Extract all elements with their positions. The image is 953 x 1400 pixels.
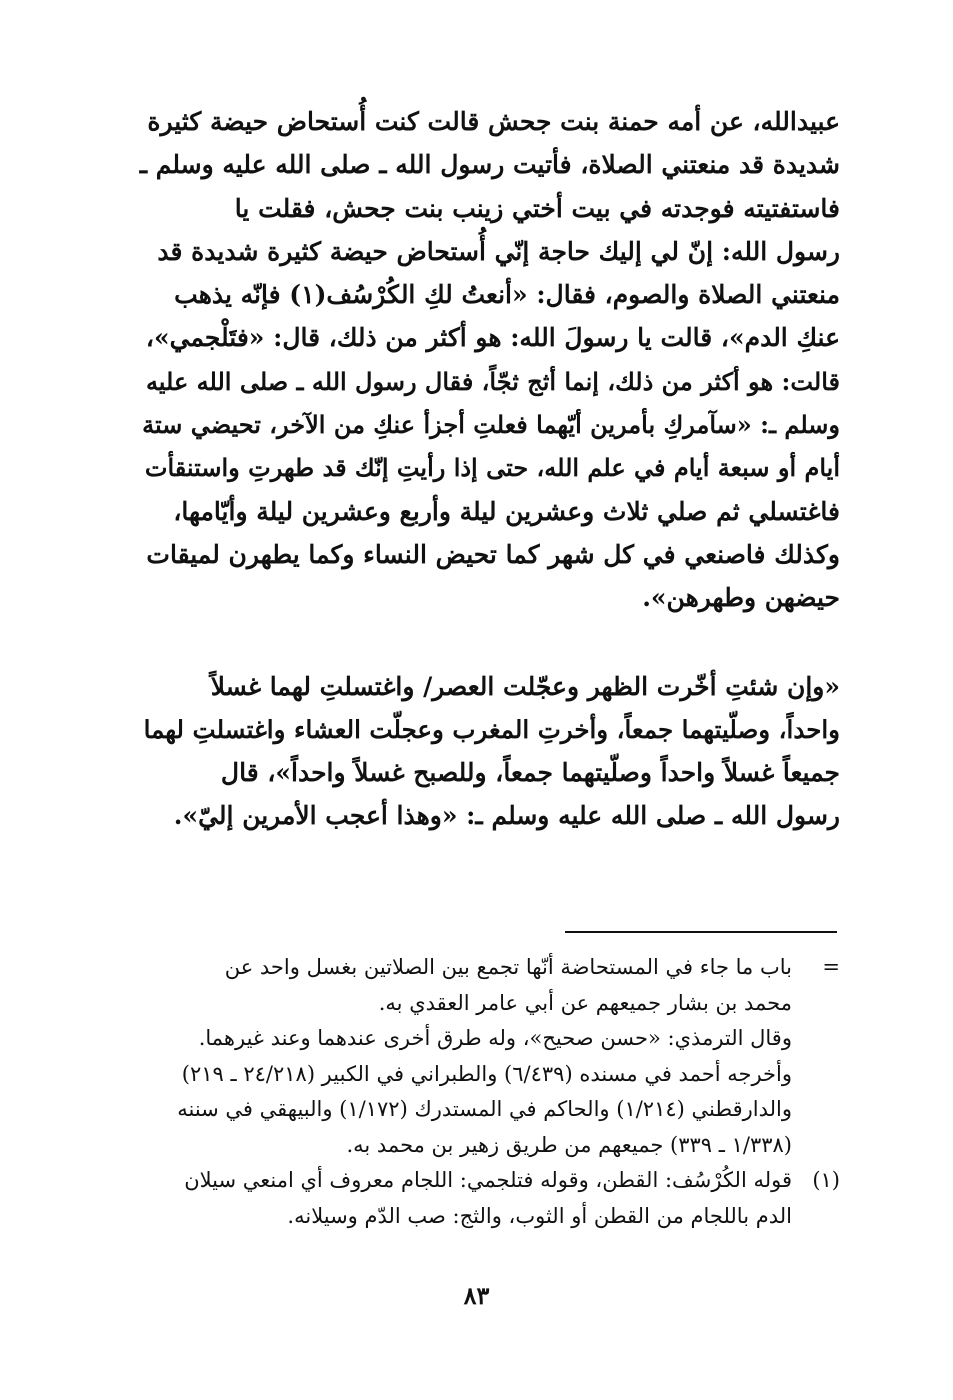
text-line: عبيدالله، عن أمه حمنة بنت جحش قالت كنت أُستحاض حيضة كثيرة bbox=[147, 107, 840, 136]
text-line: عنكِ الدم»، قالت يا رسولَ الله: هو أكثر من ذلك، قال: «فتَلْجمي»، bbox=[145, 323, 840, 353]
page-number: ٨٣ bbox=[463, 1281, 490, 1310]
footnote-line: قوله الكُرْسُف: القطن، وقوله فتلجمي: اللجام معروف أي امنعي سيلان bbox=[184, 1168, 792, 1192]
text-line: فاغتسلي ثم صلي ثلاث وعشرين ليلة وأربع وعشرين ليلة وأيّامها، bbox=[173, 496, 840, 526]
footnote-body bbox=[134, 950, 792, 1163]
footnote-line: محمد بن بشار جميعهم عن أبي عامر العقدي به. bbox=[378, 990, 792, 1015]
text-line: وكذلك فاصنعي في كل شهر كما تحيض النساء وكما يطهرن لميقات bbox=[146, 539, 840, 569]
footnote-line: وقال الترمذي: «حسن صحيح»، وله طرق أخرى عندهما وعند غيرهما. bbox=[198, 1026, 792, 1050]
text-line: وسلم ـ: «سآمركِ بأمرين أيّهما فعلتِ أجزأ عنكِ من الآخر، تحيضي ستة bbox=[142, 410, 840, 440]
text-line: «وإن شئتِ أخّرت الظهر وعجّلت العصر/ واغتسلتِ لهما غسلاً bbox=[210, 671, 840, 701]
paragraph-hadith bbox=[134, 100, 840, 620]
footnote-line: والدارقطني (١/٢١٤) والحاكم في المستدرك (١/١٧٢) والبيهقي في سننه bbox=[177, 1097, 792, 1121]
footnote-line: باب ما جاء في المستحاضة أنّها تجمع بين الصلاتين بغسل واحد عن bbox=[224, 955, 792, 979]
text-line: جميعاً غسلاً واحداً وصلّيتهما جمعاً، وللصبح غسلاً واحداً»، قال bbox=[220, 758, 840, 788]
text-line: قالت: هو أكثر من ذلك، إنما أثج ثجّاً، فقال رسول الله ـ صلى الله عليه bbox=[145, 366, 840, 396]
footnote-marker: = bbox=[822, 955, 840, 979]
main-text bbox=[134, 100, 840, 838]
footnote-body bbox=[134, 1163, 792, 1234]
footnote-line: الدم باللجام من القطن أو الثوب، والثج: صب الدّم وسيلانه. bbox=[287, 1203, 792, 1228]
footnotes bbox=[134, 950, 840, 1234]
text-line: منعتني الصلاة والصوم، فقال: «أنعتُ لكِ الكُرْسُف(١) فإنّه يذهب bbox=[174, 280, 840, 310]
footnote-separator bbox=[565, 931, 837, 933]
footnote-line: (١/٣٣٨ ـ ٣٣٩) جميعهم من طريق زهير بن محمد به. bbox=[346, 1132, 792, 1157]
text-line: فاستفتيته فوجدته في بيت أختي زينب بنت جحش، فقلت يا bbox=[234, 193, 840, 223]
paragraph-continuation bbox=[134, 665, 840, 838]
footnote-line: وأخرجه أحمد في مسنده (٦/٤٣٩) والطبراني في الكبير (٢٤/٢١٨ ـ ٢١٩) bbox=[181, 1061, 792, 1086]
text-line: حيضهن وطهرهن». bbox=[642, 583, 840, 613]
text-line: رسول الله ـ صلى الله عليه وسلم ـ: «وهذا أعجب الأمرين إليّ». bbox=[173, 801, 840, 831]
footnote-1 bbox=[134, 1163, 840, 1234]
text-line: واحداً، وصلّيتهما جمعاً، وأخرتِ المغرب وعجلّت العشاء واغتسلتِ لهما bbox=[143, 714, 840, 744]
text-line: رسول الله: إنّ لي إليك حاجة إنّي أُستحاض حيضة كثيرة شديدة قد bbox=[157, 236, 840, 266]
text-line: أيام أو سبعة أيام في علم الله، حتى إذا رأيتِ إنّك قد طهرتِ واستنقأت bbox=[144, 453, 840, 483]
footnote-marker: (١) bbox=[812, 1168, 840, 1192]
footnote-continued bbox=[134, 950, 840, 1163]
text-line: شديدة قد منعتني الصلاة، فأتيت رسول الله ـ صلى الله عليه وسلم ـ bbox=[139, 150, 840, 180]
